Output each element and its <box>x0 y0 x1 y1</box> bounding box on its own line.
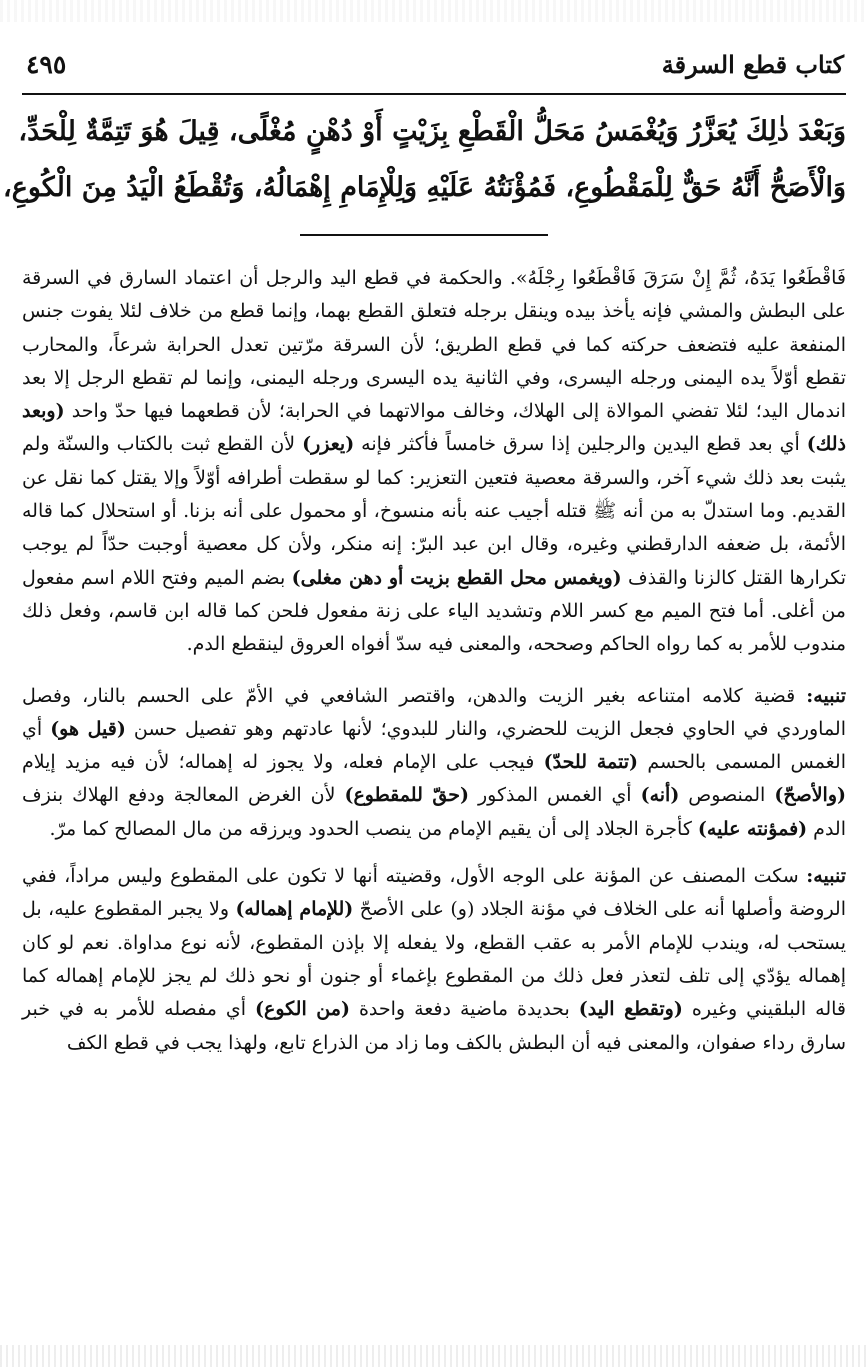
text-run: لأن القطع ثبت بالكتاب والسنّة ولم يثبت بعد ذلك شيء آخر، والسرقة معصية فتعين التعزير: كما لو سقطت أطرافه أوّلاً وإلا يقتل كما نقل عن القديم. وما استدلّ به من أنه ﷺ قتله أجيب عنه بأنه منسوخ، أو محمول على أنه بزنا. أو استحلال كما قاله الأئمة، بل ضعفه الدارقطني وغيره، وقال ابن عبد البرّ: إنه منكر، ولأن كل معصية أوجبت حدّاً لم يوجب تكرارها القتل كالزنا والقذف <box>22 433 846 589</box>
running-header <box>22 46 846 90</box>
quoted-matn: (للإمام إهماله) <box>235 898 354 921</box>
matn-line-1: وَبَعْدَ ذٰلِكَ يُعَزَّرُ وَيُغْمَسُ مَحَلُّ الْقَطْعِ بِزَيْتٍ أَوْ دُهْنٍ مُغْلًى، قِيلَ هُوَ تَتِمَّةٌ لِلْحَدِّ، <box>18 116 846 147</box>
page-number: ٤٩٥ <box>26 50 67 79</box>
commentary-paragraph-1 <box>22 262 846 662</box>
text-run: أي بعد قطع اليدين والرجلين إذا سرق خامساً فأكثر فإنه <box>354 433 807 456</box>
text-run: كأجرة الجلاد إلى أن يقيم الإمام من ينصب الحدود ويرزقه من مال المصالح كما مرّ. <box>49 817 698 840</box>
text-run: أي الغمس المسمى بالحسم <box>22 717 846 774</box>
text-run: ولا يجبر المقطوع عليه، بل يستحب له، ويندب للإمام الأمر به عقب القطع، ولا يفعله إلا بإذن المقطوع، لأنه نوع مداواة. نعم لو كان إهماله يؤدّي إلى تلف لتعذر فعل ذلك من المقطوع بإغماء أو جنون أو نحو ذلك لم يجز للإمام إهماله كما قاله البلقيني وغيره <box>22 898 846 1021</box>
quoted-matn: (فمؤنته عليه) <box>697 817 808 840</box>
scan-noise-bottom <box>0 1345 868 1367</box>
chapter-title: كتاب قطع السرقة <box>661 50 844 79</box>
quoted-matn: (قيل هو) <box>50 717 126 740</box>
text-run: أي الغمس المذكور <box>469 784 641 807</box>
quoted-matn: (يعزر) <box>302 433 355 456</box>
text-run: سكت المصنف عن المؤنة على الوجه الأول، وقضيته أنها لا تكون على المقطوع وليس مراداً، ففي الروضة وأصلها أنه على الخلاف في مؤنة الجلاد (و) على الأصحّ <box>22 865 846 921</box>
note-label: تنبيه: <box>806 865 846 888</box>
quoted-matn: (ويغمس محل القطع بزيت أو دهن مغلى) <box>291 566 622 589</box>
text-run: أي مفصله للأمر به في خبر سارق رداء صفوان، والمعنى فيه أن البطش بالكف وما زاد من الذراع تابع، ولهذا يجب في قطع الكف <box>22 998 846 1054</box>
quoted-matn: (أنه) <box>640 784 680 807</box>
text-run: فَاقْطَعُوا يَدَهُ، ثُمَّ إِنْ سَرَقَ فَاقْطَعُوا رِجْلَهُ». والحكمة في قطع اليد والرجل أن اعتماد السارق في السرقة على البطش والمشي فإنه يأخذ بيده وينقل برجله فتعلق القطع بهما، وإنما قطع من خلاف لئلا يفوت جنس المنفعة عليه فتضعف حركته كما في قطع الطريق؛ لأن السرقة مرّتين تعدل الحرابة شرعاً، والمحارب تقطع أوّلاً يده اليمنى ورجله اليسرى، وفي الثانية يده اليسرى ورجله اليمنى، وإنما لم تقطع الرجل إلا بعد اندمال اليد؛ لئلا تفضي الموالاة إلى الهلاك، وخالف موالاتهما في الحرابة؛ لأن قطعهما فيها حدّ واحد <box>22 267 846 423</box>
note-label: تنبيه: <box>806 684 846 707</box>
quoted-matn: (من الكوع) <box>255 998 350 1021</box>
commentary-text <box>22 262 846 1074</box>
matn-text <box>3 104 846 216</box>
matn-line-2: وَالْأَصَحُّ أَنَّهُ حَقٌّ لِلْمَقْطُوعِ، فَمُؤْنَتُهُ عَلَيْهِ وَلِلْإِمَامِ إِهْمَالُهُ، وَتُقْطَعُ الْيَدُ مِنَ الْكُوعِ، <box>3 172 846 203</box>
text-run: فيجب على الإمام فعله، ولا يجوز له إهماله؛ لأن فيه مزيد إيلام <box>22 751 544 774</box>
text-run: قضية كلامه امتناعه بغير الزيت والدهن، واقتصر الشافعي في الأمّ على الحسم بالنار، وفصل الماوردي في الحاوي فجعل الزيت للحضري، والنار للبدوي؛ لأنها عادتهم وهو تفصيل حسن <box>22 684 846 740</box>
quoted-matn: (وتقطع اليد) <box>578 998 683 1021</box>
separator-rule <box>300 234 548 236</box>
quoted-matn: (وبعد ذلك) <box>22 400 846 456</box>
commentary-paragraph-2 <box>22 680 846 846</box>
text-run: المنصوص <box>679 784 775 807</box>
header-rule <box>22 93 846 95</box>
text-run: بضم الميم وفتح اللام اسم مفعول من أغلى. أما فتح الميم مع كسر اللام وتشديد الياء على زنة مفعول فلحن كما قاله ابن قاسم، وفعل ذلك مندوب للأمر به كما رواه الحاكم وصححه، والمعنى فيه سدّ أفواه العروق لينقطع الدم. <box>22 566 846 656</box>
scan-noise-top <box>0 0 868 22</box>
quoted-matn: (والأصحّ) <box>774 784 846 807</box>
commentary-paragraph-3 <box>22 860 846 1060</box>
text-run: بحديدة ماضية دفعة واحدة <box>349 998 579 1021</box>
text-run: لأن الغرض المعالجة ودفع الهلاك بنزف الدم <box>22 784 846 840</box>
quoted-matn: (حقّ للمقطوع) <box>344 784 469 807</box>
quoted-matn: (تتمة للحدّ) <box>543 751 639 774</box>
